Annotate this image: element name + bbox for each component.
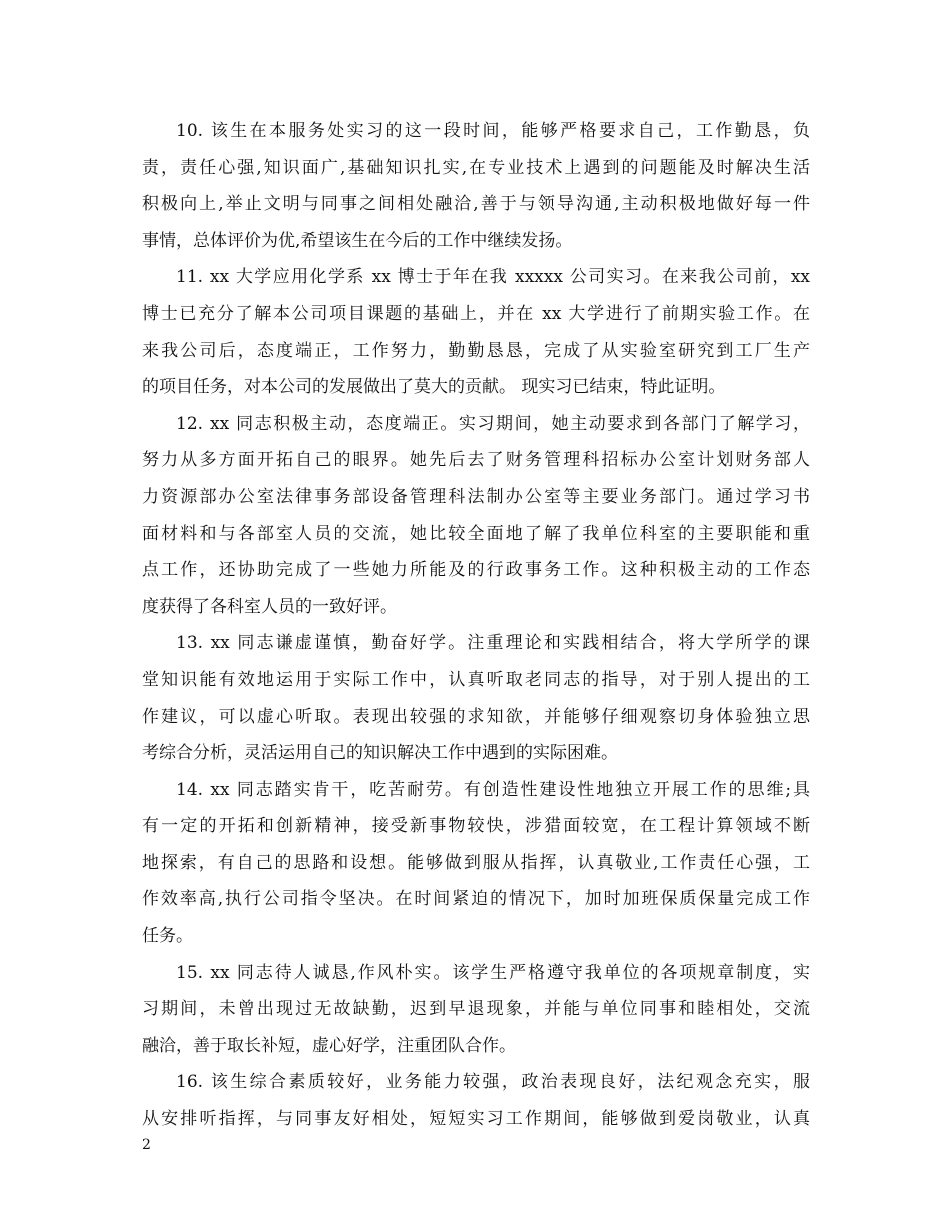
paragraph-line: 来我公司后，态度端正，工作努力，勤勤恳恳，完成了从实验室研究到工厂生产 xyxy=(142,340,810,361)
paragraph-12 xyxy=(142,406,810,626)
paragraph-line: 融洽，善于取长补短，虚心好学，注重团队合作。 xyxy=(142,1035,516,1056)
paragraph-line: 任务。 xyxy=(142,926,193,947)
paragraph-13 xyxy=(142,625,810,771)
paragraph-line: 15. xx 同志待人诚恳,作风朴实。该学生严格遵守我单位的各项规章制度，实 xyxy=(176,962,810,983)
paragraph-line: 16. 该生综合素质较好，业务能力较强，政治表现良好，法纪观念充实，服 xyxy=(176,1072,810,1093)
paragraph-line: 努力从多方面开拓自己的眼界。她先后去了财务管理科招标办公室计划财务部人 xyxy=(142,450,810,471)
paragraph-line: 地探索，有自己的思路和设想。能够做到服从指挥，认真敬业,工作责任心强，工 xyxy=(142,852,810,873)
paragraph-line: 堂知识能有效地运用于实际工作中，认真听取老同志的指导，对于别人提出的工 xyxy=(142,669,810,690)
paragraph-line: 11. xx 大学应用化学系 xx 博士于年在我 xxxxx 公司实习。在来我公司前，xx xyxy=(176,267,810,288)
paragraph-line: 积极向上,举止文明与同事之间相处融洽,善于与领导沟通,主动积极地做好每一件 xyxy=(142,194,810,215)
paragraph-line: 有一定的开拓和创新精神，接受新事物较快，涉猎面较宽，在工程计算领域不断 xyxy=(142,816,810,837)
paragraph-10 xyxy=(142,113,810,259)
paragraph-line: 的项目任务，对本公司的发展做出了莫大的贡献。 现实习已结束，特此证明。 xyxy=(142,377,726,398)
paragraph-line: 面材料和与各部室人员的交流，她比较全面地了解了我单位科室的主要职能和重 xyxy=(142,523,810,544)
paragraph-line: 13. xx 同志谦虚谨慎，勤奋好学。注重理论和实践相结合，将大学所学的课 xyxy=(176,633,810,654)
paragraph-line: 考综合分析，灵活运用自己的知识解决工作中遇到的实际困难。 xyxy=(142,743,618,764)
page-number: 2 xyxy=(142,1137,151,1153)
paragraph-line: 10. 该生在本服务处实习的这一段时间，能够严格要求自己，工作勤恳，负 xyxy=(176,121,810,141)
document-body xyxy=(142,113,810,1138)
paragraph-line: 度获得了各科室人员的一致好评。 xyxy=(142,596,397,617)
paragraph-14 xyxy=(142,772,810,955)
paragraph-11 xyxy=(142,259,810,405)
paragraph-line: 12. xx 同志积极主动，态度端正。实习期间，她主动要求到各部门了解学习， xyxy=(176,413,810,434)
paragraph-line: 事情，总体评价为优,希望该生在今后的工作中继续发扬。 xyxy=(142,230,573,251)
paragraph-line: 作效率高,执行公司指令坚决。在时间紧迫的情况下，加时加班保质保量完成工作 xyxy=(142,889,810,910)
paragraph-line: 14. xx 同志踏实肯干，吃苦耐劳。有创造性建设性地独立开展工作的思维;具 xyxy=(176,779,810,800)
paragraph-line: 习期间，未曾出现过无故缺勤，迟到早退现象，并能与单位同事和睦相处，交流 xyxy=(142,999,810,1020)
paragraph-line: 博士已充分了解本公司项目课题的基础上，并在 xx 大学进行了前期实验工作。在 xyxy=(142,303,810,324)
paragraph-line: 作建议，可以虚心听取。表现出较强的求知欲，并能够仔细观察切身体验独立思 xyxy=(142,706,810,727)
paragraph-line: 从安排听指挥，与同事友好相处，短短实习工作期间，能够做到爱岗敬业，认真 xyxy=(142,1109,810,1130)
paragraph-15 xyxy=(142,955,810,1065)
paragraph-line: 点工作，还协助完成了一些她力所能及的行政事务工作。这种积极主动的工作态 xyxy=(142,560,810,581)
paragraph-16 xyxy=(142,1064,810,1137)
paragraph-line: 力资源部办公室法律事务部设备管理科法制办公室等主要业务部门。通过学习书 xyxy=(142,486,810,507)
paragraph-line: 责，责任心强,知识面广,基础知识扎实,在专业技术上遇到的问题能及时解决生活 xyxy=(142,157,810,178)
